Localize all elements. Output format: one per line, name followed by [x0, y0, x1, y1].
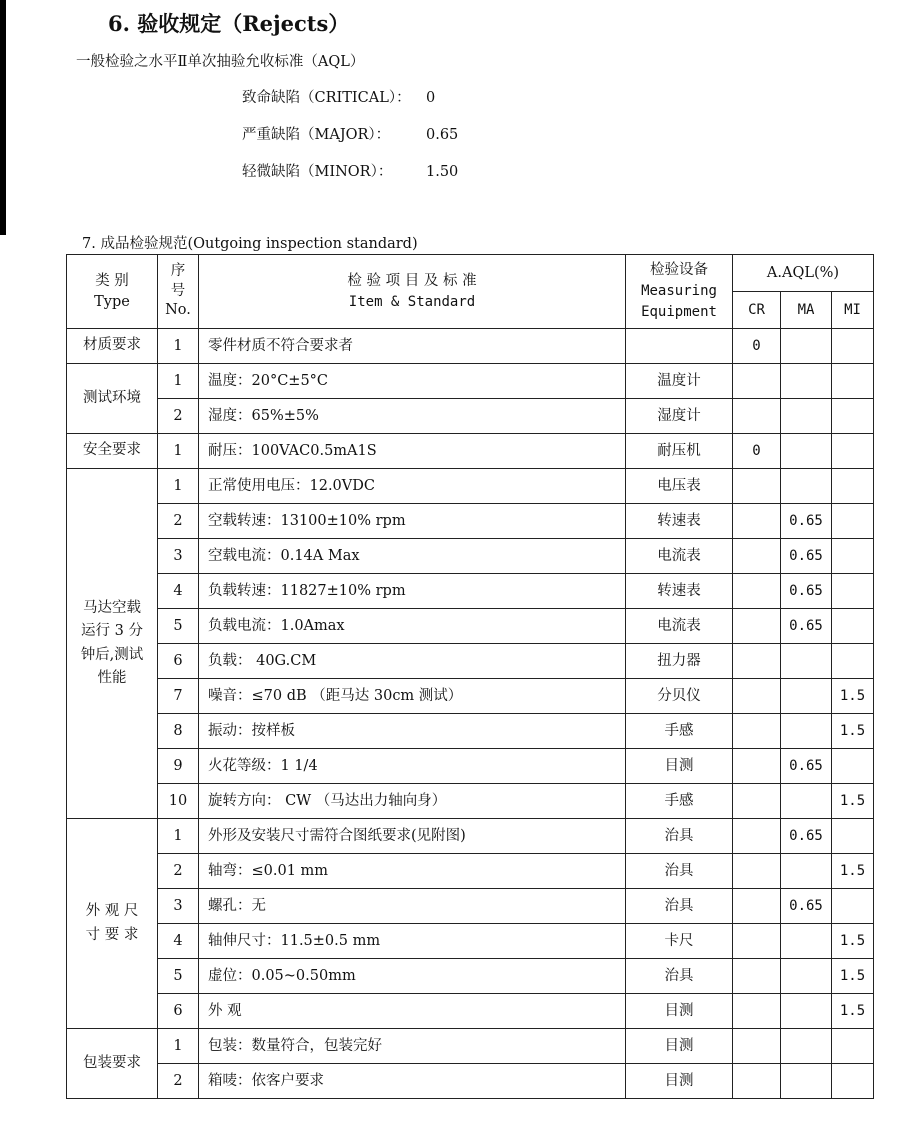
row-number: 1 — [158, 364, 199, 399]
aql-mi-value — [832, 539, 874, 574]
category-cell — [67, 434, 158, 469]
aql-mi-value — [832, 504, 874, 539]
aql-ma-value — [781, 644, 832, 679]
row-number: 2 — [158, 399, 199, 434]
aql-cr-value — [733, 749, 781, 784]
item-standard: 正常使用电压：12.0VDC — [199, 469, 626, 504]
aql-ma-value — [781, 399, 832, 434]
row-number: 2 — [158, 1064, 199, 1099]
aql-ma-value: 0.65 — [781, 889, 832, 924]
item-standard: 轴伸尺寸：11.5±0.5 mm — [199, 924, 626, 959]
aql-ma-value — [781, 854, 832, 889]
aql-cr-value — [733, 1029, 781, 1064]
category-label: 马达空载运行 3 分钟后,测试性能 — [80, 600, 144, 686]
aql-mi-value — [832, 329, 874, 364]
aql-cr-value — [733, 889, 781, 924]
aql-cr-value — [733, 714, 781, 749]
aql-ma-value: 0.65 — [781, 574, 832, 609]
header-equip-en2: Equipment — [641, 304, 717, 321]
table-row — [67, 364, 874, 399]
equipment: 电流表 — [626, 539, 733, 574]
header-type-en: Type — [94, 293, 130, 310]
row-number: 9 — [158, 749, 199, 784]
table-row — [67, 434, 874, 469]
category-label: 包装要求 — [83, 1054, 141, 1071]
table-row — [67, 609, 874, 644]
aql-cr-value: 0 — [733, 329, 781, 364]
row-number: 1 — [158, 434, 199, 469]
table-row — [67, 644, 874, 679]
aql-cr-value — [733, 469, 781, 504]
row-number: 10 — [158, 784, 199, 819]
aql-mi-value — [832, 889, 874, 924]
row-number: 3 — [158, 539, 199, 574]
item-standard: 负载转速：11827±10% rpm — [199, 574, 626, 609]
aql-mi-value — [832, 1029, 874, 1064]
aql-major-label: 严重缺陷（MAJOR）： — [242, 127, 391, 143]
table-row — [67, 784, 874, 819]
aql-mi-value — [832, 574, 874, 609]
header-item-cn: 检 验 项 目 及 标 准 — [347, 273, 477, 290]
aql-ma-value — [781, 784, 832, 819]
aql-cr-value — [733, 924, 781, 959]
row-number: 7 — [158, 679, 199, 714]
aql-intro: 一般检验之水平Ⅱ单次抽验允收标准（AQL） — [76, 54, 365, 70]
aql-ma-value — [781, 679, 832, 714]
item-standard: 螺孔：无 — [199, 889, 626, 924]
table-row — [67, 329, 874, 364]
aql-ma-value: 0.65 — [781, 819, 832, 854]
item-standard: 空载电流：0.14A Max — [199, 539, 626, 574]
item-standard: 负载电流：1.0Amax — [199, 609, 626, 644]
aql-major-value: 0.65 — [426, 127, 459, 143]
page-edge-bar — [0, 0, 6, 235]
aql-minor-label: 轻微缺陷（MINOR）： — [242, 164, 393, 180]
aql-ma-value — [781, 434, 832, 469]
inspection-table — [66, 254, 874, 1099]
item-standard: 包装：数量符合，包装完好 — [199, 1029, 626, 1064]
header-aql: A.AQL(%) — [733, 255, 874, 292]
item-standard: 轴弯：≤0.01 mm — [199, 854, 626, 889]
equipment: 耐压机 — [626, 434, 733, 469]
equipment: 目测 — [626, 994, 733, 1029]
item-standard: 空载转速：13100±10% rpm — [199, 504, 626, 539]
aql-cr-value — [733, 854, 781, 889]
item-standard: 箱唛：依客户要求 — [199, 1064, 626, 1099]
row-number: 4 — [158, 574, 199, 609]
header-equip-en1: Measuring — [641, 283, 717, 300]
item-standard: 外 观 — [199, 994, 626, 1029]
item-standard: 耐压：100VAC0.5mA1S — [199, 434, 626, 469]
aql-mi-value: 1.5 — [832, 714, 874, 749]
table-row — [67, 469, 874, 504]
equipment: 目测 — [626, 1029, 733, 1064]
aql-cr-value — [733, 679, 781, 714]
section-7-title: 7. 成品检验规范(Outgoing inspection standard) — [82, 236, 418, 252]
equipment: 治具 — [626, 889, 733, 924]
item-standard: 旋转方向： CW （马达出力轴向身） — [199, 784, 626, 819]
aql-ma-value: 0.65 — [781, 609, 832, 644]
aql-mi-value: 1.5 — [832, 679, 874, 714]
aql-ma-value — [781, 714, 832, 749]
item-standard: 振动：按样板 — [199, 714, 626, 749]
aql-ma-value — [781, 1064, 832, 1099]
table-row — [67, 994, 874, 1029]
equipment: 扭力器 — [626, 644, 733, 679]
equipment: 温度计 — [626, 364, 733, 399]
section-6-title: 6. 验收规定（Rejects） — [108, 11, 350, 36]
aql-mi-value — [832, 434, 874, 469]
item-standard: 温度：20°C±5°C — [199, 364, 626, 399]
aql-cr-value — [733, 539, 781, 574]
header-no-cn1: 序 — [170, 263, 186, 280]
table-row — [67, 854, 874, 889]
category-cell — [67, 469, 158, 819]
table-row — [67, 399, 874, 434]
equipment: 治具 — [626, 819, 733, 854]
item-standard: 虚位：0.05~0.50mm — [199, 959, 626, 994]
row-number: 6 — [158, 644, 199, 679]
aql-cr-value — [733, 574, 781, 609]
category-cell — [67, 1029, 158, 1099]
aql-ma-value — [781, 1029, 832, 1064]
aql-mi-value — [832, 469, 874, 504]
row-number: 2 — [158, 504, 199, 539]
aql-cr-value — [733, 644, 781, 679]
aql-mi-value — [832, 644, 874, 679]
equipment: 目测 — [626, 749, 733, 784]
aql-mi-value — [832, 819, 874, 854]
equipment: 手感 — [626, 784, 733, 819]
row-number: 4 — [158, 924, 199, 959]
aql-mi-value — [832, 1064, 874, 1099]
table-row — [67, 819, 874, 854]
table-row — [67, 714, 874, 749]
category-cell — [67, 329, 158, 364]
aql-mi-value: 1.5 — [832, 854, 874, 889]
aql-mi-value — [832, 749, 874, 784]
table-row — [67, 1064, 874, 1099]
row-number: 1 — [158, 329, 199, 364]
table-header-row — [67, 255, 874, 292]
equipment: 转速表 — [626, 504, 733, 539]
equipment: 转速表 — [626, 574, 733, 609]
aql-mi-value: 1.5 — [832, 924, 874, 959]
table-row — [67, 504, 874, 539]
aql-ma-value: 0.65 — [781, 504, 832, 539]
table-row — [67, 539, 874, 574]
header-cr: CR — [733, 292, 781, 329]
table-row — [67, 889, 874, 924]
aql-cr-value — [733, 609, 781, 644]
category-cell — [67, 364, 158, 434]
category-label: 外 观 尺 寸 要 求 — [85, 903, 139, 943]
aql-major — [242, 123, 458, 144]
category-cell — [67, 819, 158, 1029]
header-no — [158, 255, 199, 329]
header-no-cn2: 号 — [170, 282, 186, 299]
equipment — [626, 329, 733, 364]
header-no-en: No. — [165, 302, 191, 319]
aql-ma-value: 0.65 — [781, 749, 832, 784]
item-standard: 零件材质不符合要求者 — [199, 329, 626, 364]
aql-mi-value — [832, 399, 874, 434]
row-number: 2 — [158, 854, 199, 889]
row-number: 5 — [158, 959, 199, 994]
table-row — [67, 749, 874, 784]
aql-critical — [242, 86, 435, 107]
row-number: 1 — [158, 469, 199, 504]
aql-ma-value: 0.65 — [781, 539, 832, 574]
row-number: 3 — [158, 889, 199, 924]
aql-cr-value — [733, 504, 781, 539]
aql-mi-value: 1.5 — [832, 959, 874, 994]
equipment: 治具 — [626, 959, 733, 994]
aql-cr-value — [733, 364, 781, 399]
equipment: 分贝仪 — [626, 679, 733, 714]
aql-mi-value — [832, 609, 874, 644]
category-label: 材质要求 — [83, 337, 141, 354]
aql-cr-value — [733, 959, 781, 994]
table-row — [67, 574, 874, 609]
item-standard: 火花等级：1 1/4 — [199, 749, 626, 784]
row-number: 1 — [158, 1029, 199, 1064]
aql-cr-value — [733, 819, 781, 854]
category-label: 安全要求 — [83, 442, 141, 459]
equipment: 治具 — [626, 854, 733, 889]
aql-cr-value: 0 — [733, 434, 781, 469]
aql-minor — [242, 160, 458, 181]
header-mi: MI — [832, 292, 874, 329]
aql-cr-value — [733, 399, 781, 434]
header-item — [199, 255, 626, 329]
equipment: 卡尺 — [626, 924, 733, 959]
header-ma: MA — [781, 292, 832, 329]
header-type-cn: 类 别 — [95, 272, 129, 289]
header-type — [67, 255, 158, 329]
header-item-en: Item & Standard — [348, 293, 476, 310]
table-row — [67, 924, 874, 959]
aql-ma-value — [781, 329, 832, 364]
header-equipment — [626, 255, 733, 329]
equipment: 电压表 — [626, 469, 733, 504]
item-standard: 噪音：≤70 dB （距马达 30cm 测试） — [199, 679, 626, 714]
item-standard: 湿度：65%±5% — [199, 399, 626, 434]
header-equip-cn: 检验设备 — [650, 261, 708, 278]
aql-critical-value: 0 — [426, 90, 436, 106]
equipment: 电流表 — [626, 609, 733, 644]
aql-cr-value — [733, 994, 781, 1029]
aql-ma-value — [781, 994, 832, 1029]
aql-minor-value: 1.50 — [426, 164, 459, 180]
aql-ma-value — [781, 924, 832, 959]
equipment: 湿度计 — [626, 399, 733, 434]
aql-ma-value — [781, 959, 832, 994]
item-standard: 外形及安装尺寸需符合图纸要求(见附图) — [199, 819, 626, 854]
table-row — [67, 1029, 874, 1064]
aql-cr-value — [733, 1064, 781, 1099]
aql-ma-value — [781, 364, 832, 399]
aql-cr-value — [733, 784, 781, 819]
aql-mi-value — [832, 364, 874, 399]
row-number: 5 — [158, 609, 199, 644]
aql-mi-value: 1.5 — [832, 784, 874, 819]
aql-ma-value — [781, 469, 832, 504]
category-label: 测试环境 — [83, 389, 141, 406]
row-number: 1 — [158, 819, 199, 854]
table-row — [67, 959, 874, 994]
equipment: 手感 — [626, 714, 733, 749]
item-standard: 负载： 40G.CM — [199, 644, 626, 679]
table-row — [67, 679, 874, 714]
row-number: 8 — [158, 714, 199, 749]
row-number: 6 — [158, 994, 199, 1029]
equipment: 目测 — [626, 1064, 733, 1099]
aql-mi-value: 1.5 — [832, 994, 874, 1029]
aql-critical-label: 致命缺陷（CRITICAL）： — [242, 90, 411, 106]
